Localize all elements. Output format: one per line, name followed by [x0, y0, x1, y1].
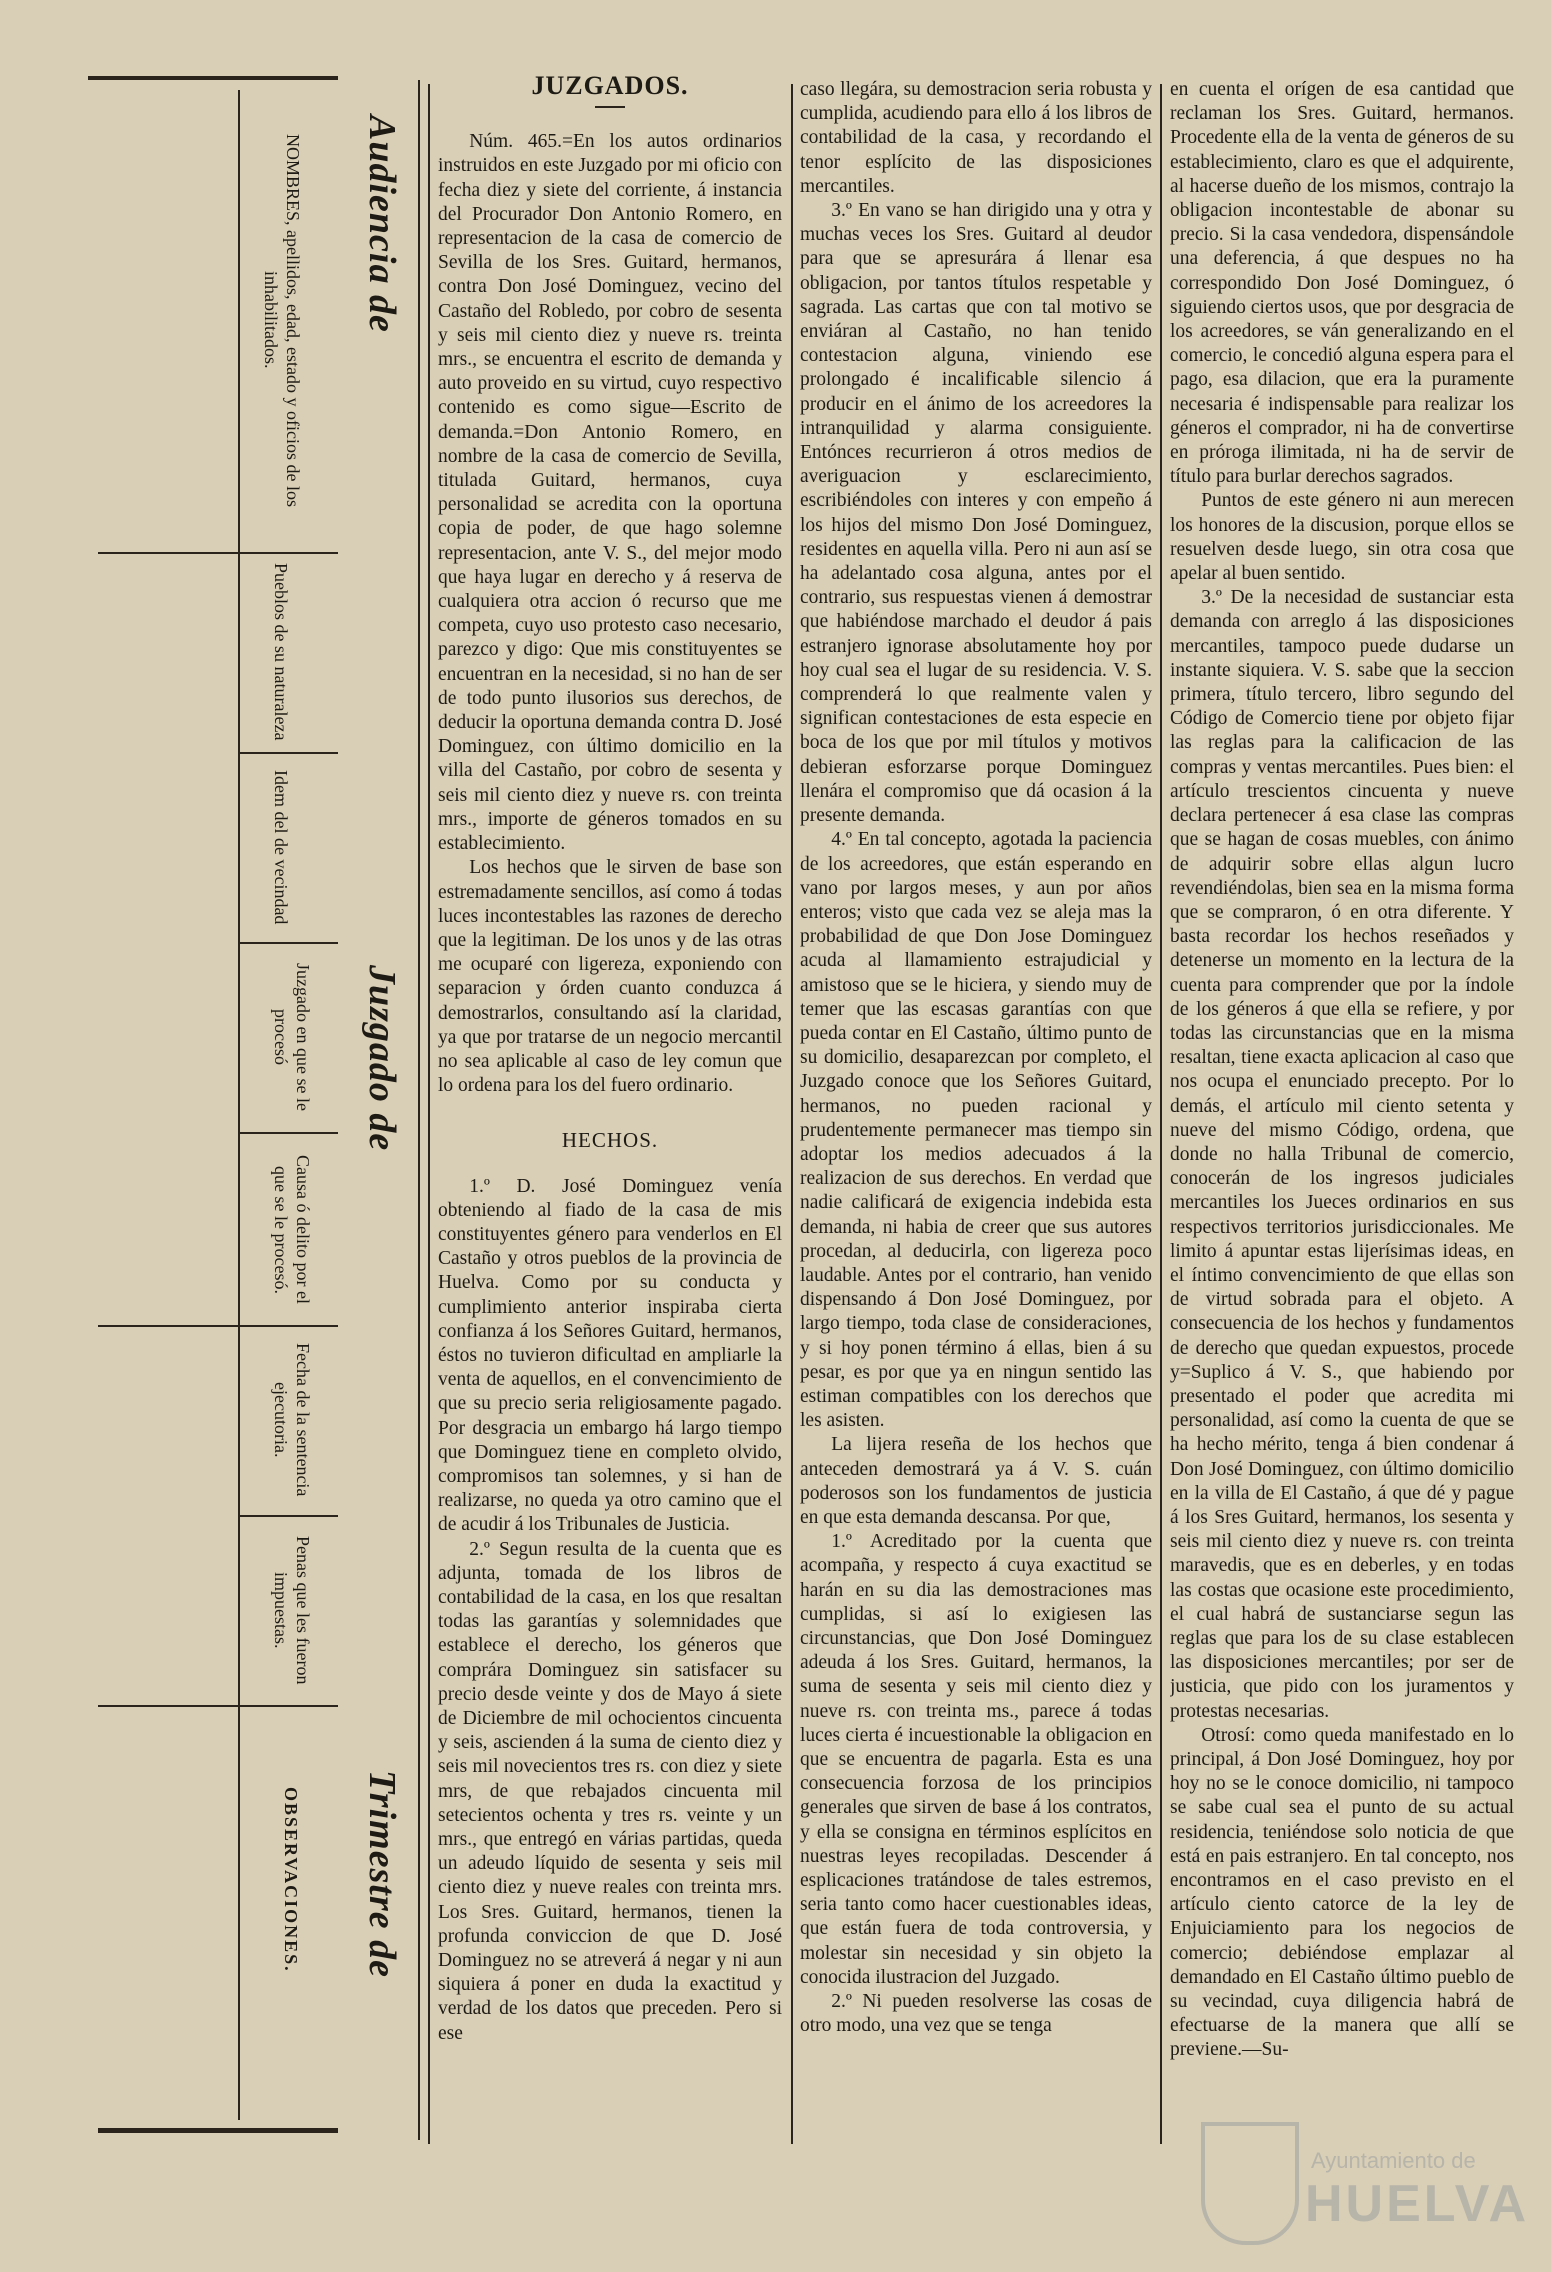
trimestre-title: Trimestre de [361, 1770, 403, 1978]
paragraph: La lijera reseña de los hechos que anteceden demostrará ya á V. S. cuán poderosos son los fundamentos de justicia en que esta demanda descansa. Por que, [800, 1434, 1152, 1528]
paragraph: 3.º De la necesidad de sustanciar esta demanda con arreglo á las disposiciones mercantiles, tampoco puede dudarse un instante siquiera. V. S. sabe que la seccion primera, título tercero, libro segundo del Código de Comercio tiene por objeto fijar las reglas para la calificacion de las compras y ventas mercantiles. Pues bien: el artículo trescientos cincuenta y nueve declara pertenecer á esa clase las compras que se hagan de cosas muebles, con ánimo de adquirir sobre ellas algun lucro revendiéndolas, bien sea en la misma forma que se compraron, ó en otra diferente. Y basta recordar los hechos reseñados y detenerse un momento en la lectura de la cuenta para comprender que por la índole de los géneros á que ella se refiere, y por todas las circunstancias que en la misma resaltan, tiene exacta aplicacion al caso que nos ocupa el enunciado precepto. Por lo demás, el artículo mil ciento setenta y nueve del mismo Código, ordena, que donde no halla Tribunal de comercio, conocerán de los ingresos judiciales mercantiles los Jueces ordinarios en sus respectivos territorios jurisdiccionales. Me limito á apuntar estas lijerísimas ideas, en el íntimo convencimiento de que ellas son de virtud sobrada para el objeto. A consecuencia de los hechos y fundamentos de derecho que quedan expuestos, procede y=Suplico á V. S., que habiendo por presentado el poder que acredita mi personalidad, así como la cuenta de que se ha hecho mérito, tenga á bien condenar á Don José Dominguez, con último domicilio en la villa de El Castaño, á que dé y pague á los Sres Guitard, hermanos, los sesenta y seis mil ciento diez y nueve rs. con treinta maravedis, que es en deberles, y en todas las costas que ocasione este procedimiento, el cual habrá de sustanciarse segun las reglas que para los de su clase establecen las disposiciones mercantiles; por ser de justicia, que pido con los juramentos y protestas necesarias. [1170, 587, 1514, 1722]
paragraph: 1.º D. José Dominguez venía obteniendo al fiado de la casa de mis constituyentes género para venderlos en El Castaño y otros pueblos de la provincia de Huelva. Como por su conducta y cumplimiento anterior inspiraba cierta confianza á los Señores Guitard, hermanos, éstos no tuvieron dificultad en ampliarle la venta de aquellos, en el convencimiento de que su precio seria religiosamente pagado. Por desgracia un embargo há largo tiempo que Dominguez tiene en completo olvido, compromisos tan solemnes, y si han de realizarse, no queda ya otro camino que el de acudir á los Tribunales de Justicia. [438, 1175, 782, 1536]
archive-watermark [1201, 2122, 1530, 2242]
article-column-3 [1170, 78, 1514, 2142]
paragraph: en cuenta el orígen de esa cantidad que reclaman los Sres. Guitard, hermanos. Procedente ella de la venta de géneros de su establecimiento, claro es que el adquirente, al hacerse dueño de los mismos, contrajo la obligacion incontestable de abonar su precio. Si la casa vendedora, dispensándole una deferencia, á que despues no ha correspondido Don José Dominguez, ó siguiendo ciertos usos, que por desgracia de los acreedores, se ván generalizando en el comercio, le concedió alguna espera para el pago, esa dilacion, que era la puramente necesaria é indispensable para realizar los géneros el comprador, ni ha de convertirse en próroga ilimitada, ni ha de servir de título para burlar derechos sagrados. [1170, 79, 1514, 488]
header-vecindad: Idem del de vecindad [271, 769, 291, 925]
paragraph: Otrosí: como queda manifestado en lo principal, á Don José Dominguez, hoy por hoy no se le conoce domicilio, ni tampoco se sabe cual sea el punto de su actual residencia, teniéndose solo noticia de que está en pais estranjero. En tal concepto, nos encontramos en el caso previsto en el artículo ciento catorce de la ley de Enjuiciamiento para los negocios de comercio; debiéndose emplazar al demandado en El Castaño último pueblo de su vecindad, cuya diligencia habrá de efectuarse de la manera que allí se previene.—Su- [1170, 1724, 1514, 2061]
header-divider-3 [238, 942, 338, 944]
table-right-rule [418, 80, 420, 2140]
paragraph: 1.º Acreditado por la cuenta que acompaña, y respecto á cuya exactitud se harán en su dia las demostraciones mas cumplidas, si así lo exigiesen las circunstancias, que Don José Dominguez adeuda á los Sres. Guitard, hermanos, la suma de sesenta y seis mil ciento diez y nueve rs. con treinta ms., parece á todas luces cierta é incuestionable la obligacion en que se encuentra de pagarla. Esta es una consecuencia forzosa de los principios generales que sirven de base á los contratos, y ella se consigna en términos esplícitos en nuestras leyes recopiladas. Descender á esplicaciones tratándose de tales estremos, seria tanto como hacer cuestionables ideas, que están fuera de toda controversia, y molestar sin necesidad y sin objeto la conocida ilustracion del Juzgado. [800, 1531, 1152, 1988]
header-nombres: NOMBRES, apellidos, edad, estado y oficios de los inhabilitados. [261, 133, 303, 507]
shield-icon [1201, 2122, 1299, 2245]
bottom-rule [98, 2128, 338, 2133]
column-rule-1 [428, 84, 430, 2144]
column-rule-2 [791, 84, 793, 2144]
header-divider-2 [238, 752, 338, 754]
table-side-rule [238, 90, 240, 2120]
header-naturaleza: Pueblos de su naturaleza [271, 563, 291, 741]
paragraph: Núm. 465.=En los autos ordinarios instruidos en este Juzgado por mi oficio con fecha diez y siete del corriente, á instancia del Procurador Don Antonio Romero, en representacion de la casa de comercio de Sevilla de los Sres. Guitard, hermanos, contra Don José Dominguez, vecino del Castaño del Robledo, por cobro de sesenta y seis mil ciento diez y nueve rs. treinta mrs., se encuentra el escrito de demanda y auto proveido en su virtud, cuyo respectivo contenido es como sigue—Escrito de demanda.=Don Antonio Romero, en nombre de la casa de comercio de Sevilla, titulada Guitard, hermanos, cuya personalidad se acredita con la oportuna copia de poder, de que hago solemne representacion, ante V. S., del mejor modo que haya lugar en derecho y á reserva de cualquiera otra accion ó recurso que me competa, cuyo uso protesto caso necesario, parezco y digo: Que mis constituyentes se encuentran en la necesidad, si no han de ser de todo punto ilusorios sus derechos, de deducir la oportuna demanda contra D. José Dominguez, con último domicilio en la villa del Castaño, por cobro de sesenta y seis mil ciento diez y nueve rs. con treinta mrs., importe de géneros tomados en su establecimiento. [438, 131, 782, 855]
heading-dash [595, 106, 625, 108]
header-divider-5 [98, 1325, 338, 1327]
header-juzgado: Juzgado en que se le procesó [271, 963, 313, 1111]
paragraph: 3.º En vano se han dirigido una y otra y muchas veces los Sres. Guitard al deudor para que se apresurára á llenar esa obligacion, por tantos títulos respetable y sagrada. Las cartas que con tal motivo se enviáran al Castaño, no han tenido contestacion alguna, viniendo ese prolongado é incalificable silencio á producir en el ánimo de los acreedores la intranquilidad y alarma consiguiente. Entónces recurrieron á otros medios de averiguacion y esclarecimiento, escribiéndoles con interes y con empeño á los hijos del mismo Don José Dominguez, residentes en aquella villa. Pero ni aun así se ha adelantado cosa alguna, antes por el contrario, sus respuestas vienen á demostrar que habiéndose marchado el deudor á pais estranjero ignorase absolutamente hoy por hoy cual sea el lugar de su residencia. V. S. comprenderá lo que realmente valen y significan contestaciones de esta especie en boca de los que por mil títulos y motivos debieran esforzarse porque Dominguez llenára el compromiso que dá ocasion á la presente demanda. [800, 200, 1152, 827]
header-divider-6 [238, 1515, 338, 1517]
watermark-line-1: Ayuntamiento de [1311, 2148, 1476, 2173]
article-column-1 [438, 70, 782, 2142]
section-heading: JUZGADOS. [531, 71, 689, 100]
paragraph: Los hechos que le sirven de base son estremadamente sencillos, así como á todas luces incontestables las razones de derecho que la legitiman. De los unos y de las otras me ocuparé con ligereza, exponiendo con separacion y órden cuanto conduzca á demostrarlos, consultando así la claridad, ya que por tratarse de un negocio mercantil no sea aplicable al caso de ley comun que lo ordena para los del fuero ordinario. [438, 857, 782, 1097]
header-divider-7 [98, 1705, 338, 1707]
header-penas: Penas que les fueron impuestas. [271, 1535, 313, 1685]
header-observaciones: OBSERVACIONES. [281, 1787, 301, 1973]
paragraph: 4.º En tal concepto, agotada la paciencia de los acreedores, que están esperando en vano por largos meses, y aun por años enteros; visto que cada vez se aleja mas la probabilidad de que Don Jose Dominguez acuda al llamamiento estrajudicial y amistoso que se le hiciera, y siendo muy de temer que las escasas garantías con que pueda contar en El Castaño, último punto de su domicilio, desaparezcan por completo, el Juzgado conoce que los Señores Guitard, hermanos, no pueden racional y prudentemente permanecer mas tiempo sin adoptar los medios adecuados á la realizacion de sus derechos. En verdad que nadie calificará de exigencia indebida esta demanda, ni habia de creer que sus autores procedan, al deducirla, con ligereza poco laudable. Antes por el contrario, han venido dispensando á Don José Dominguez, por largo tiempo, toda clase de consideraciones, y si hoy ponen término á ellas, bien á su pesar, es por que ya en ningun sentido las estiman compatibles con los derechos que les asisten. [800, 829, 1152, 1432]
paragraph: 2.º Ni pueden resolverse las cosas de otro modo, una vez que se tenga [800, 1991, 1152, 2037]
header-divider-1 [98, 552, 338, 554]
paragraph: Puntos de este género ni aun merecen los honores de la discusion, porque ellos se resuelven desde luego, sin otra cosa que apelar al buen sentido. [1170, 490, 1514, 585]
audiencia-title: Audiencia de [361, 115, 403, 333]
juzgado-title: Juzgado de [361, 965, 403, 1152]
header-causa: Causa ó delito por el que se le procesó. [271, 1155, 313, 1304]
header-divider-4 [238, 1132, 338, 1134]
watermark-line-2: HUELVA [1305, 2175, 1530, 2233]
paragraph: caso llegára, su demostracion seria robusta y cumplida, acudiendo para ello á los libros de contabilidad de la casa, y recordando el tenor esplícito de las disposiciones mercantiles. [800, 79, 1152, 197]
column-rule-3 [1160, 84, 1162, 2144]
hechos-heading: HECHOS. [561, 1128, 659, 1153]
paragraph: 2.º Segun resulta de la cuenta que es adjunta, tomada de los libros de contabilidad de la casa, en los que resaltan todas las garantías y solemnidades que establece el derecho, los géneros que comprára Dominguez sin satisfacer su precio desde veinte y dos de Mayo á siete de Diciembre de mil ochocientos cincuenta y seis, ascienden á la suma de ciento diez y seis mil novecientos tres rs. con diez y siete mrs, de que rebajados cincuenta mil setecientos ochenta y tres rs. veinte y un mrs., que entregó en várias partidas, queda un adeudo líquido de sesenta y seis mil ciento diez y nueve reales con treinta mrs. Los Sres. Guitard, hermanos, tienen la profunda conviccion de que D. José Dominguez no se atreverá á negar y ni aun siquiera á poner en duda la exactitud y verdad de los datos que preceden. Pero si ese [438, 1538, 782, 2044]
header-fecha: Fecha de la sentencia ejecutoria. [271, 1343, 313, 1497]
article-column-2 [800, 78, 1152, 2142]
top-rule [88, 76, 338, 80]
